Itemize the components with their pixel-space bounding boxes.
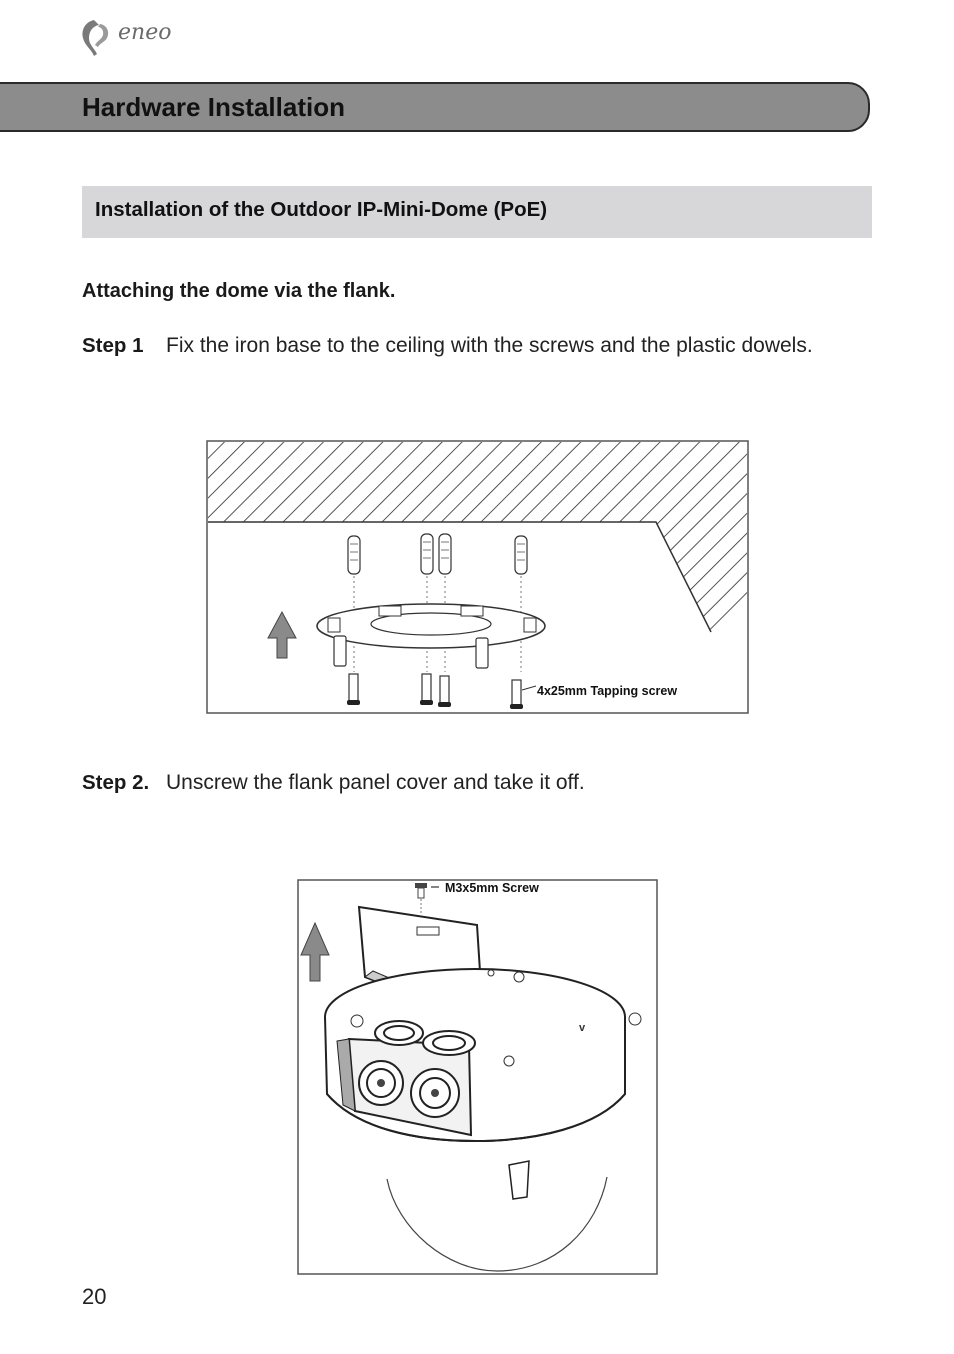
figure-flank-cover (297, 879, 658, 1275)
step-2-label: Step 2. (82, 771, 150, 794)
subheading: Attaching the dome via the flank. (82, 280, 396, 302)
svg-text:v: v (579, 1022, 586, 1034)
page-number: 20 (82, 1284, 107, 1309)
step-1-text: Fix the iron base to the ceiling with the screws and the plastic dowels. (166, 334, 813, 357)
figure-1-label: 4x25mm Tapping screw (537, 684, 678, 698)
step-1-label: Step 1 (82, 334, 144, 357)
figure-ceiling-mount (206, 440, 749, 714)
logo-wordmark: eneo (118, 20, 172, 45)
eneo-logo (80, 16, 190, 58)
section-title: Installation of the Outdoor IP-Mini-Dome (PoE) (95, 198, 548, 221)
page-title: Hardware Installation (82, 92, 345, 122)
step-2-text: Unscrew the flank panel cover and take it off. (166, 771, 585, 794)
figure-2-label: M3x5mm Screw (445, 881, 539, 895)
